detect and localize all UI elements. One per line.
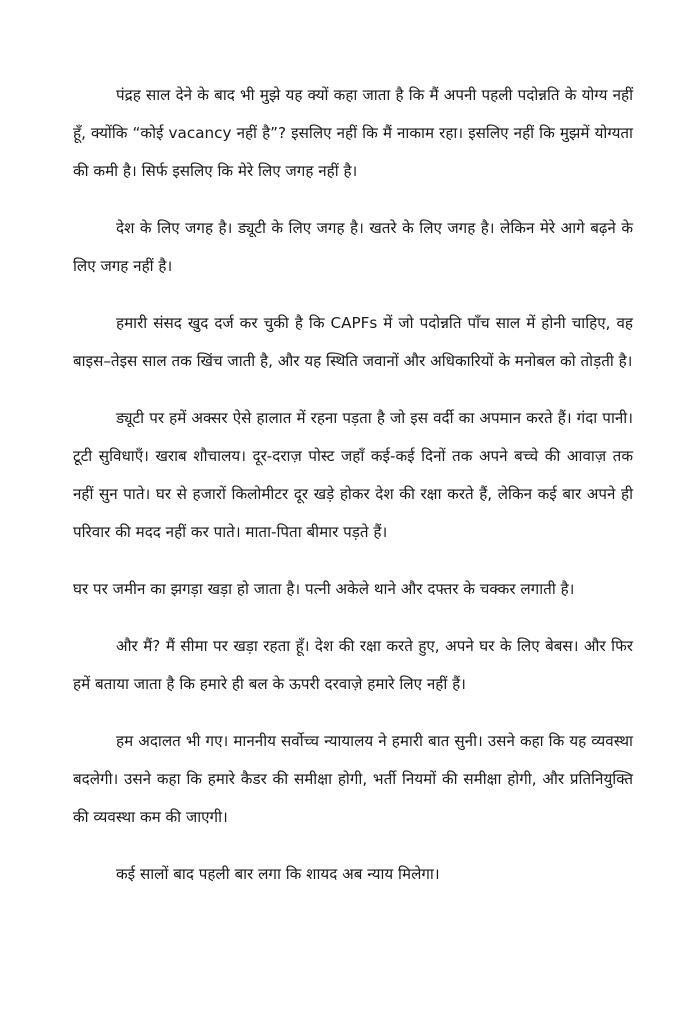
- paragraph-duty-conditions: ड्यूटी पर हमें अक्सर ऐसे हालात में रहना पड़ता है जो इस वर्दी का अपमान करते हैं। गंदा पानी। टूटी सुविधाएँ। खराब शौचालय। दूर-दराज़ पोस्ट जहाँ कई-कई दिनों तक अपने बच्चे की आवाज़ तक नहीं सुन पाते। घर से हजारों किलोमीटर दूर खड़े होकर देश की रक्षा करते हैं, लेकिन कई बार अपने ही परिवार की मदद नहीं कर पाते। माता-पिता बीमार पड़ते हैं।: [73, 409, 633, 541]
- paragraph-at-border: और मैं? मैं सीमा पर खड़ा रहता हूँ। देश की रक्षा करते हुए, अपने घर के लिए बेबस। और फिर हमें बताया जाता है कि हमारे ही बल के ऊपरी दरवाज़े हमारे लिए नहीं हैं।: [73, 637, 633, 693]
- paragraph-hope-justice: कई सालों बाद पहली बार लगा कि शायद अब न्याय मिलेगा।: [116, 865, 440, 883]
- paragraph-home-troubles: घर पर जमीन का झगड़ा खड़ा हो जाता है। पत्नी अकेले थाने और दफ्तर के चक्कर लगाती है।: [73, 580, 575, 598]
- paragraph-promotion-question: पंद्रह साल देने के बाद भी मुझे यह क्यों कहा जाता है कि मैं अपनी पहली पदोन्नति के योग्य नहीं हूँ, क्योंकि “कोई vacancy नहीं है”? इसलिए नहीं कि मैं नाकाम रहा। इसलिए नहीं कि मुझमें योग्यता की कमी है। सिर्फ इसलिए कि मेरे लिए जगह नहीं है।: [73, 86, 633, 180]
- paragraph-parliament: हमारी संसद खुद दर्ज कर चुकी है कि CAPFs में जो पदोन्नति पाँच साल में होनी चाहिए, वह बाइस–तेइस साल तक खिंच जाती है, और यह स्थिति जवानों और अधिकारियों के मनोबल को तोड़ती है।: [73, 314, 633, 370]
- paragraph-no-room: देश के लिए जगह है। ड्यूटी के लिए जगह है। खतरे के लिए जगह है। लेकिन मेरे आगे बढ़ने के लिए जगह नहीं है।: [73, 219, 633, 275]
- document-body: [73, 76, 633, 912]
- paragraph-supreme-court: हम अदालत भी गए। माननीय सर्वोच्च न्यायालय ने हमारी बात सुनी। उसने कहा कि यह व्यवस्था बदलेगी। उसने कहा कि हमारे कैडर की समीक्षा होगी, भर्ती नियमों की समीक्षा होगी, और प्रतिनियुक्ति की व्यवस्था कम की जाएगी।: [73, 732, 633, 826]
